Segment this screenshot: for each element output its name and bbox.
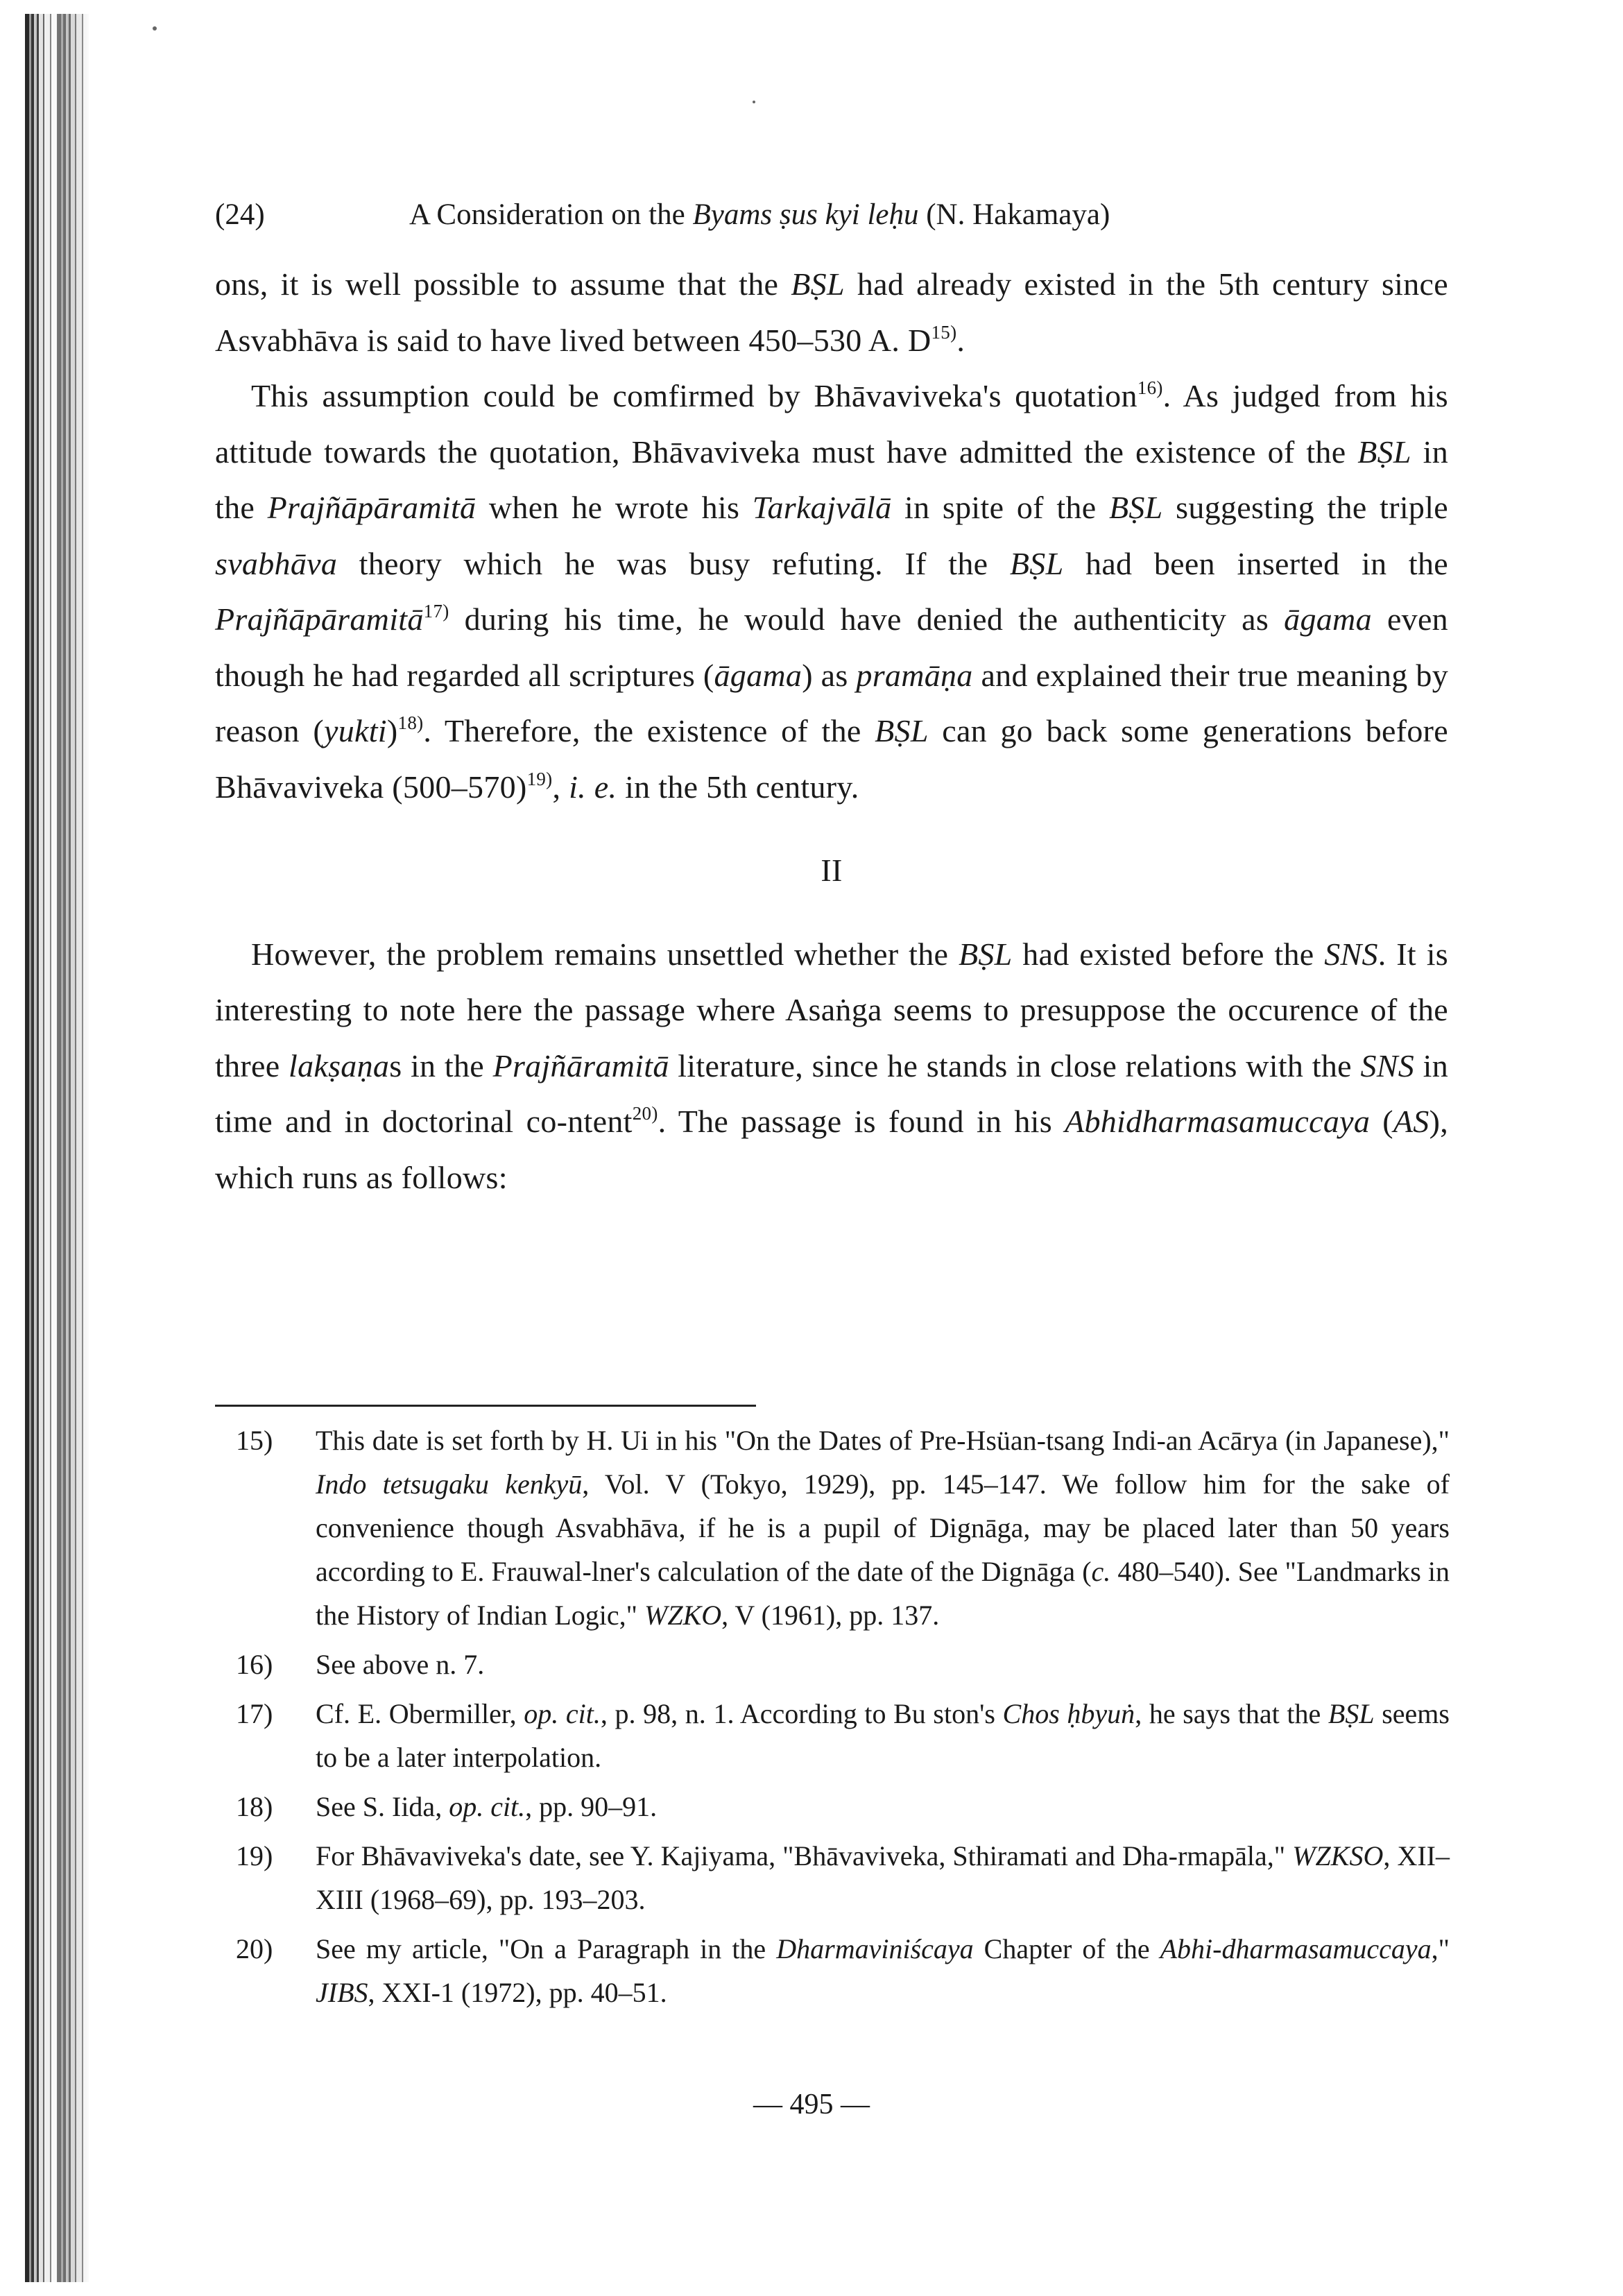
paragraph-continuation: ons, it is well possible to assume that the BṢL had already existed in the 5th century since Asvabhāva is said to have lived between 450–530 A. $D^{15)}$. bbox=[215, 266, 1448, 358]
footnote-20: 20) See my article, "On a Paragraph in the Dharmaviniścaya Chapter of the Abhi-dharmasamuccaya," JIBS, XXI-1 (1972), pp. 40–51. bbox=[236, 1933, 1450, 2008]
scan-speck bbox=[753, 101, 755, 103]
header-page-label: (24) bbox=[215, 198, 265, 231]
footnote-19: 19) For Bhāvaviveka's date, see Y. Kajiyama, "Bhāvaviveka, Sthiramati and Dha-rmapāla," WZKSO, XII–XIII (1968–69), pp. 193–203. bbox=[236, 1840, 1450, 1915]
paragraph-bhavaviveka: This assumption could be comfirmed by Bhāvaviveka's quotation$^{16)}$. As judged from his attitude towards the quotation, Bhāvaviveka must have admitted the existence of the BṢL in the Prajñāpāramitā when he wrote his Tarkajvālā in spite of the BṢL suggesting the triple svabhāva theory which he was busy refuting. If the BṢL had been inserted in the Prajñāpāramitā$^{17)}$ during his time, he would have denied the authenticity as āgama even though he had regarded all scriptures (āgama) as pramāṇa and explained their true meaning by reason (yukti)$^{18)}$. Therefore, the existence of the BṢL can go back some generations before Bhāvaviveka $(500-570)^{19)}$, i. e. in the 5th century. bbox=[215, 377, 1448, 805]
paragraph-asanga: However, the problem remains unsettled whether the BṢL had existed before the SNS. It is interesting to note here the passage where Asaṅga seems to presuppose the occurence of the three lakṣaṇas in the Prajñāramitā literature, since he stands in close relations with the SNS in time and in doctorinal co-ntent$^{20)}$. The passage is found in his Abhidharmasamuccaya (AS), which runs as follows: bbox=[215, 936, 1449, 1195]
footnote-17: 17) Cf. E. Obermiller, op. cit., p. 98, n. 1. According to Bu ston's Chos ḥbyuṅ, he says that the BṢL seems to be a later interpolation. bbox=[236, 1698, 1450, 1773]
page-number: — 495 — bbox=[753, 2089, 870, 2121]
footnote-18: 18) See S. Iida, op. cit., pp. 90–91. bbox=[236, 1791, 658, 1822]
scan-binding-edge bbox=[25, 14, 89, 2282]
footnotes bbox=[236, 1419, 1450, 2020]
header-title: A Consideration on the Byams ṣus kyi leḥu (N. Hakamaya) bbox=[409, 198, 1110, 231]
footnote-16: 16) See above n. 7. bbox=[236, 1649, 485, 1680]
footnote-15: 15) This date is set forth by H. Ui in his "On the Dates of Pre-Hsüan-tsang Indi-an Acārya (in Japanese)," Indo tetsugaku kenkyū, Vol. V (Tokyo, 1929), pp. 145–147. We follow him for the sake of convenience though Asvabhāva, if he is a pupil of Dignāga, may be placed later than 50 years according to E. Frauwal-lner's calculation of the date of the Dignāga (c. 480–540). See "Landmarks in the History of Indian Logic," WZKO, V (1961), pp. 137. bbox=[236, 1425, 1450, 1631]
main-text bbox=[215, 257, 1448, 1206]
scan-speck bbox=[153, 26, 157, 31]
section-heading: II bbox=[821, 853, 843, 888]
footnote-separator bbox=[215, 1405, 756, 1407]
